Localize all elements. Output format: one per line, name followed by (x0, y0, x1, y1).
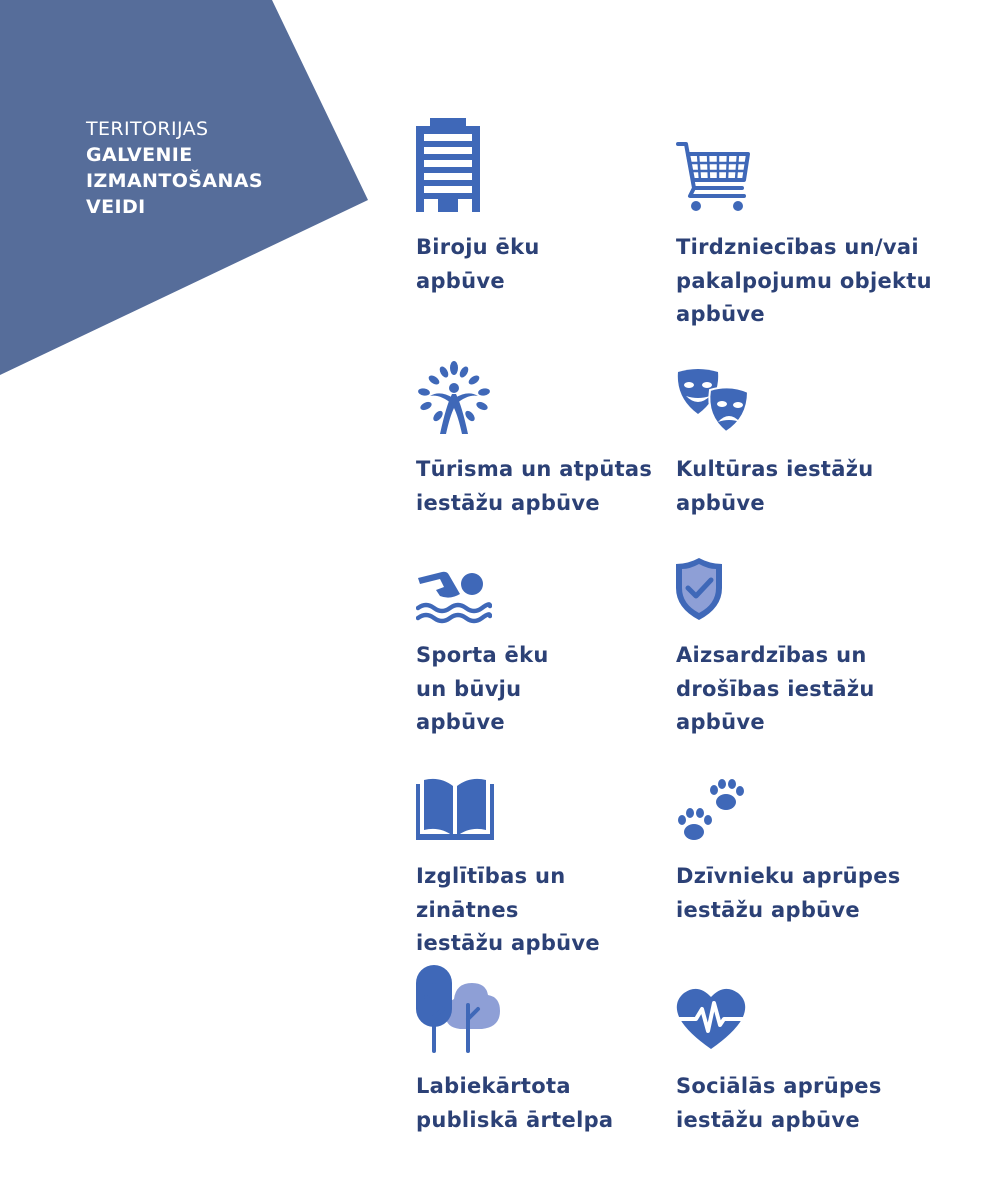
header-line-2: GALVENIE (86, 144, 193, 166)
item-label: Tūrisma un atpūtas iestāžu apbūve (416, 457, 653, 515)
item-public-space (416, 965, 666, 1135)
item-commerce-services (676, 140, 936, 340)
item-label: Kultūras iestāžu apbūve (676, 457, 874, 515)
trees-icon (416, 965, 502, 1053)
item-label: Sporta ēku un būvju apbūve (416, 643, 549, 734)
item-sports (416, 568, 666, 748)
item-social-care (676, 985, 926, 1135)
item-education-science (416, 778, 666, 955)
item-label: Sociālās aprūpes iestāžu apbūve (676, 1074, 882, 1132)
office-building-icon (416, 118, 480, 214)
shield-check-icon (676, 558, 722, 620)
item-label: Labiekārtota publiskā ārtelpa (416, 1074, 614, 1132)
theater-masks-icon (676, 368, 750, 436)
swimmer-icon (416, 568, 492, 624)
header-line-4: VEIDI (86, 196, 146, 218)
item-animal-care (676, 778, 926, 928)
item-label: Biroju ēku apbūve (416, 235, 540, 293)
item-culture (676, 368, 926, 528)
item-defense-security (676, 558, 926, 748)
item-office-buildings (416, 118, 666, 318)
header-line-3: IZMANTOŠANAS (86, 170, 263, 192)
paw-prints-icon (676, 778, 746, 842)
header-line-1: TERITORIJAS (86, 118, 209, 140)
shopping-cart-icon (676, 140, 750, 214)
open-book-icon (416, 778, 494, 840)
item-label: Aizsardzības un drošības iestāžu apbūve (676, 643, 875, 734)
item-tourism-recreation (416, 360, 666, 520)
item-label: Izglītības un zinātnes iestāžu apbūve (416, 864, 600, 955)
tree-person-icon (416, 360, 492, 436)
item-label: Dzīvnieku aprūpes iestāžu apbūve (676, 864, 901, 922)
item-label: Tirdzniecības un/vai pakalpojumu objektu apbūve (676, 235, 932, 326)
heart-pulse-icon (676, 985, 746, 1049)
